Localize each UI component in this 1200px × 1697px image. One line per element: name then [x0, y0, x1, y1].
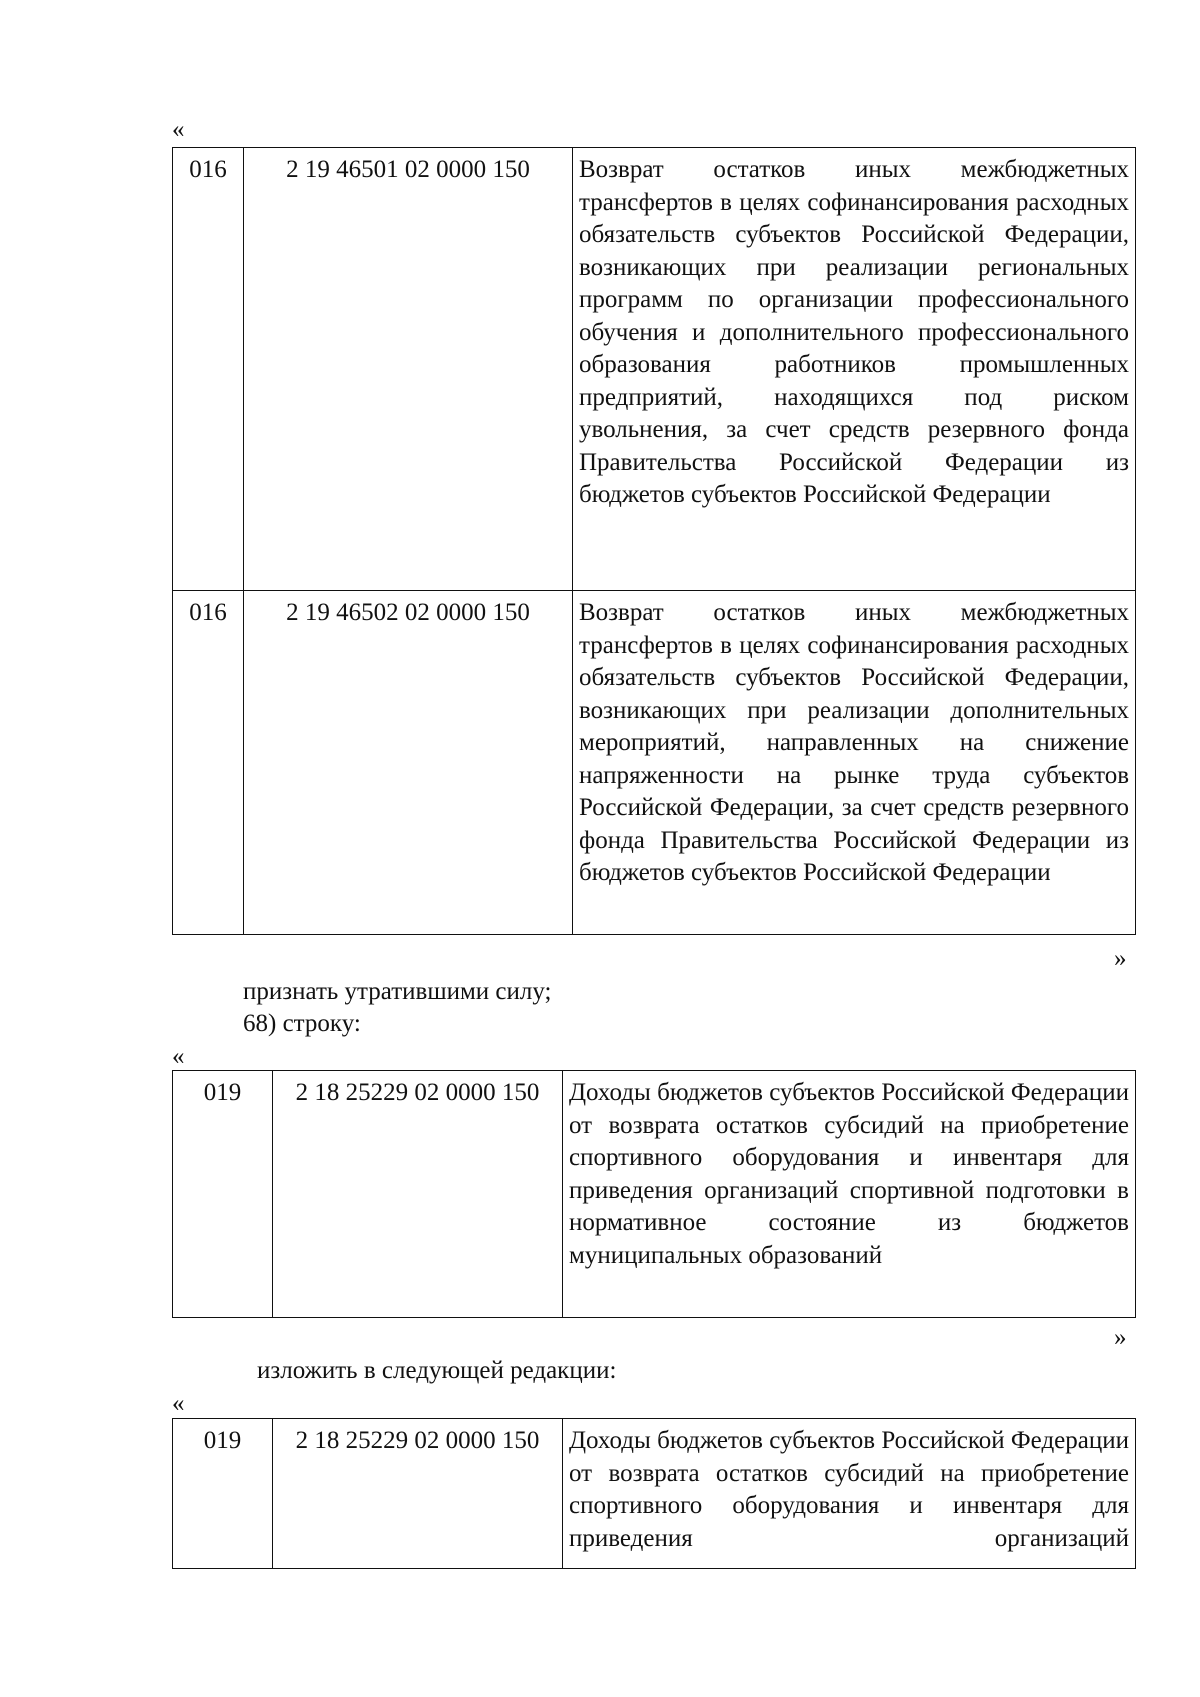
admin-code-cell: 019: [173, 1071, 273, 1318]
paragraph-item-68: 68) строку:: [243, 1010, 361, 1037]
closing-quote: »: [1114, 945, 1127, 972]
closing-quote: »: [1114, 1324, 1127, 1351]
opening-quote: «: [172, 1043, 185, 1070]
opening-quote: «: [172, 1390, 185, 1417]
table-row: [173, 1071, 1136, 1318]
kbk-code-cell: 2 18 25229 02 0000 150: [273, 1419, 563, 1569]
opening-quote: «: [172, 116, 185, 143]
description-cell: [573, 148, 1136, 591]
admin-code-cell: 019: [173, 1419, 273, 1569]
table-row: [173, 591, 1136, 935]
description-cell: [563, 1071, 1136, 1318]
description-text: Доходы бюджетов субъектов Российской Федерации от возврата остатков субсидий на приобретение спортивного оборудования и инвентаря для приведения организаций спортивной подготовки в нормативное состояние из бюджетов муниципальных образований: [569, 1079, 1129, 1269]
description-cell: [573, 591, 1136, 935]
kbk-table-1: [172, 147, 1136, 935]
description-text: Возврат остатков иных межбюджетных трансфертов в целях софинансирования расходных обязательств субъектов Российской Федерации, возникающих при реализации дополнительных мероприятий, направленных на снижение напряженности на рынке труда субъектов Российской Федерации, за счет средств резервного фонда Правительства Российской Федерации из бюджетов субъектов Российской Федерации: [579, 599, 1129, 886]
admin-code-cell: 016: [173, 591, 244, 935]
paragraph-repeal: признать утратившими силу;: [243, 978, 552, 1005]
kbk-code-cell: 2 18 25229 02 0000 150: [273, 1071, 563, 1318]
kbk-table-2: [172, 1070, 1136, 1318]
kbk-code-cell: 2 19 46501 02 0000 150: [244, 148, 573, 591]
table-row: [173, 1419, 1136, 1569]
description-text: Доходы бюджетов субъектов Российской Федерации от возврата остатков субсидий на приобретение спортивного оборудования и инвентаря для приведения организаций: [569, 1427, 1129, 1552]
description-text: Возврат остатков иных межбюджетных трансфертов в целях софинансирования расходных обязательств субъектов Российской Федерации, возникающих при реализации региональных программ по организации профессионального обучения и дополнительного профессионального образования работников промышленных предприятий, находящихся под риском увольнения, за счет средств резервного фонда Правительства Российской Федерации из бюджетов субъектов Российской Федерации: [579, 156, 1129, 508]
paragraph-new-wording: изложить в следующей редакции:: [257, 1357, 617, 1384]
kbk-table-3: [172, 1418, 1136, 1569]
table-row: [173, 148, 1136, 591]
kbk-code-cell: 2 19 46502 02 0000 150: [244, 591, 573, 935]
admin-code-cell: 016: [173, 148, 244, 591]
description-cell: [563, 1419, 1136, 1569]
